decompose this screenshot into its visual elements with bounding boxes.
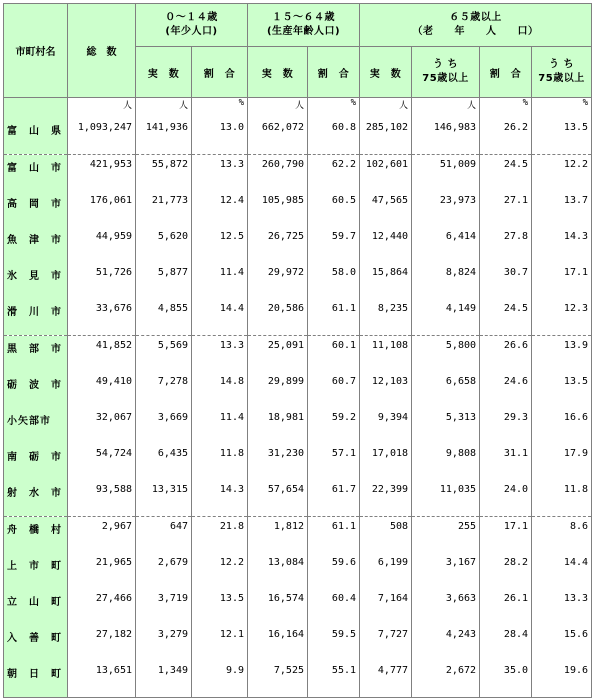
header-of-which-75-count-line1: う ち — [433, 59, 458, 70]
cell-count-0-14: 2,679 — [136, 553, 192, 589]
cell-ratio-65-plus: 26.2 — [480, 118, 532, 155]
table-row — [4, 517, 592, 554]
cell-ratio-0-14: 11.4 — [192, 263, 248, 299]
cell-ratio-75-plus: 16.6 — [532, 408, 592, 444]
cell-ratio-65-plus: 29.3 — [480, 408, 532, 444]
cell-ratio-65-plus: 24.5 — [480, 299, 532, 336]
cell-count-65-plus: 102,601 — [360, 155, 412, 192]
cell-total: 27,182 — [68, 625, 136, 661]
cell-ratio-15-64: 61.1 — [308, 299, 360, 336]
population-table — [3, 3, 592, 698]
cell-count-75-plus: 146,983 — [412, 118, 480, 155]
unit-ratio-65-plus: % — [480, 98, 532, 119]
cell-count-75-plus: 5,800 — [412, 336, 480, 373]
cell-count-0-14: 141,936 — [136, 118, 192, 155]
cell-total: 21,965 — [68, 553, 136, 589]
municipality-name: 舟 橋 村 — [4, 517, 68, 554]
unit-count-0-14: 人 — [136, 98, 192, 119]
municipality-name: 滑 川 市 — [4, 299, 68, 336]
cell-count-0-14: 5,877 — [136, 263, 192, 299]
cell-count-0-14: 1,349 — [136, 661, 192, 698]
cell-ratio-15-64: 60.4 — [308, 589, 360, 625]
cell-total: 1,093,247 — [68, 118, 136, 155]
municipality-name: 小矢部市 — [4, 408, 68, 444]
table-row — [4, 408, 592, 444]
cell-count-15-64: 26,725 — [248, 227, 308, 263]
cell-ratio-75-plus: 13.5 — [532, 118, 592, 155]
cell-ratio-0-14: 14.3 — [192, 480, 248, 517]
header-count-0-14: 実 数 — [136, 47, 192, 98]
header-of-which-75-count-line2: 75歳以上 — [422, 73, 469, 84]
cell-count-75-plus: 2,672 — [412, 661, 480, 698]
cell-count-0-14: 5,620 — [136, 227, 192, 263]
cell-ratio-0-14: 12.4 — [192, 191, 248, 227]
cell-count-65-plus: 6,199 — [360, 553, 412, 589]
table-row — [4, 227, 592, 263]
cell-count-75-plus: 5,313 — [412, 408, 480, 444]
cell-count-65-plus: 47,565 — [360, 191, 412, 227]
cell-total: 93,588 — [68, 480, 136, 517]
cell-count-15-64: 13,084 — [248, 553, 308, 589]
cell-ratio-65-plus: 24.6 — [480, 372, 532, 408]
cell-ratio-0-14: 12.5 — [192, 227, 248, 263]
municipality-name: 立 山 町 — [4, 589, 68, 625]
cell-ratio-0-14: 14.4 — [192, 299, 248, 336]
cell-total: 176,061 — [68, 191, 136, 227]
header-age-15-64-range: １５～６４歳 — [272, 12, 335, 23]
cell-count-15-64: 57,654 — [248, 480, 308, 517]
unit-ratio-15-64: % — [308, 98, 360, 119]
cell-count-65-plus: 7,164 — [360, 589, 412, 625]
cell-ratio-65-plus: 31.1 — [480, 444, 532, 480]
cell-ratio-0-14: 13.0 — [192, 118, 248, 155]
cell-count-75-plus: 8,824 — [412, 263, 480, 299]
municipality-name: 上 市 町 — [4, 553, 68, 589]
cell-total: 41,852 — [68, 336, 136, 373]
unit-count-15-64: 人 — [248, 98, 308, 119]
cell-ratio-75-plus: 11.8 — [532, 480, 592, 517]
cell-ratio-65-plus: 35.0 — [480, 661, 532, 698]
cell-count-0-14: 3,669 — [136, 408, 192, 444]
cell-ratio-15-64: 61.7 — [308, 480, 360, 517]
cell-ratio-15-64: 55.1 — [308, 661, 360, 698]
cell-ratio-65-plus: 30.7 — [480, 263, 532, 299]
cell-ratio-0-14: 12.2 — [192, 553, 248, 589]
header-age-65-plus — [360, 4, 592, 47]
municipality-name: 入 善 町 — [4, 625, 68, 661]
cell-ratio-65-plus: 27.8 — [480, 227, 532, 263]
cell-ratio-0-14: 11.8 — [192, 444, 248, 480]
unit-row — [4, 98, 592, 119]
cell-ratio-15-64: 59.6 — [308, 553, 360, 589]
header-of-which-75-ratio — [532, 47, 592, 98]
cell-total: 32,067 — [68, 408, 136, 444]
cell-ratio-75-plus: 19.6 — [532, 661, 592, 698]
cell-ratio-15-64: 61.1 — [308, 517, 360, 554]
cell-count-15-64: 29,899 — [248, 372, 308, 408]
header-total: 総 数 — [68, 4, 136, 98]
header-age-15-64 — [248, 4, 360, 47]
cell-count-15-64: 662,072 — [248, 118, 308, 155]
cell-ratio-15-64: 57.1 — [308, 444, 360, 480]
cell-count-65-plus: 17,018 — [360, 444, 412, 480]
table-row — [4, 155, 592, 192]
cell-count-65-plus: 11,108 — [360, 336, 412, 373]
cell-ratio-65-plus: 26.6 — [480, 336, 532, 373]
unit-ratio-75-plus: % — [532, 98, 592, 119]
cell-count-15-64: 31,230 — [248, 444, 308, 480]
table-row — [4, 661, 592, 698]
cell-ratio-65-plus: 24.0 — [480, 480, 532, 517]
municipality-name: 富 山 市 — [4, 155, 68, 192]
cell-total: 13,651 — [68, 661, 136, 698]
cell-total: 2,967 — [68, 517, 136, 554]
table-row — [4, 553, 592, 589]
cell-count-15-64: 25,091 — [248, 336, 308, 373]
cell-total: 51,726 — [68, 263, 136, 299]
cell-count-0-14: 55,872 — [136, 155, 192, 192]
cell-count-65-plus: 285,102 — [360, 118, 412, 155]
header-count-65-plus: 実 数 — [360, 47, 412, 98]
cell-total: 49,410 — [68, 372, 136, 408]
cell-count-65-plus: 8,235 — [360, 299, 412, 336]
cell-ratio-75-plus: 17.1 — [532, 263, 592, 299]
header-ratio-15-64: 割 合 — [308, 47, 360, 98]
header-age-15-64-label: (生産年齢人口) — [266, 26, 341, 37]
cell-ratio-15-64: 62.2 — [308, 155, 360, 192]
cell-ratio-75-plus: 13.3 — [532, 589, 592, 625]
municipality-name: 射 水 市 — [4, 480, 68, 517]
municipality-name: 南 砺 市 — [4, 444, 68, 480]
cell-count-75-plus: 4,243 — [412, 625, 480, 661]
cell-count-75-plus: 6,414 — [412, 227, 480, 263]
cell-count-0-14: 13,315 — [136, 480, 192, 517]
header-of-which-75-ratio-line1: う ち — [549, 59, 574, 70]
cell-count-15-64: 20,586 — [248, 299, 308, 336]
cell-count-75-plus: 9,808 — [412, 444, 480, 480]
table-row — [4, 480, 592, 517]
unit-ratio-0-14: % — [192, 98, 248, 119]
municipality-name: 高 岡 市 — [4, 191, 68, 227]
table-row — [4, 589, 592, 625]
cell-count-15-64: 7,525 — [248, 661, 308, 698]
cell-count-0-14: 5,569 — [136, 336, 192, 373]
cell-ratio-15-64: 60.1 — [308, 336, 360, 373]
cell-ratio-0-14: 21.8 — [192, 517, 248, 554]
cell-count-15-64: 260,790 — [248, 155, 308, 192]
population-table-container — [3, 3, 591, 698]
cell-count-15-64: 1,812 — [248, 517, 308, 554]
header-ratio-0-14: 割 合 — [192, 47, 248, 98]
cell-ratio-65-plus: 28.2 — [480, 553, 532, 589]
cell-ratio-0-14: 13.3 — [192, 155, 248, 192]
header-of-which-75-count — [412, 47, 480, 98]
cell-ratio-65-plus: 26.1 — [480, 589, 532, 625]
header-of-which-75-ratio-line2: 75歳以上 — [538, 73, 585, 84]
cell-count-75-plus: 3,167 — [412, 553, 480, 589]
cell-count-0-14: 21,773 — [136, 191, 192, 227]
cell-ratio-65-plus: 28.4 — [480, 625, 532, 661]
cell-ratio-15-64: 58.0 — [308, 263, 360, 299]
cell-ratio-0-14: 13.3 — [192, 336, 248, 373]
cell-ratio-15-64: 59.5 — [308, 625, 360, 661]
header-municipality: 市町村名 — [4, 4, 68, 98]
cell-count-15-64: 16,164 — [248, 625, 308, 661]
cell-total: 421,953 — [68, 155, 136, 192]
table-row — [4, 372, 592, 408]
cell-ratio-15-64: 59.2 — [308, 408, 360, 444]
unit-count-65-plus: 人 — [360, 98, 412, 119]
municipality-name: 魚 津 市 — [4, 227, 68, 263]
cell-count-15-64: 16,574 — [248, 589, 308, 625]
cell-ratio-75-plus: 8.6 — [532, 517, 592, 554]
cell-count-0-14: 3,279 — [136, 625, 192, 661]
cell-ratio-15-64: 60.5 — [308, 191, 360, 227]
cell-count-75-plus: 11,035 — [412, 480, 480, 517]
cell-count-0-14: 4,855 — [136, 299, 192, 336]
cell-count-65-plus: 12,440 — [360, 227, 412, 263]
cell-ratio-15-64: 60.7 — [308, 372, 360, 408]
cell-count-0-14: 6,435 — [136, 444, 192, 480]
municipality-name: 黒 部 市 — [4, 336, 68, 373]
cell-total: 33,676 — [68, 299, 136, 336]
cell-ratio-75-plus: 12.2 — [532, 155, 592, 192]
cell-ratio-75-plus: 12.3 — [532, 299, 592, 336]
municipality-name: 富 山 県 — [4, 118, 68, 155]
table-row — [4, 336, 592, 373]
header-count-15-64: 実 数 — [248, 47, 308, 98]
cell-ratio-75-plus: 13.7 — [532, 191, 592, 227]
header-ratio-65-plus: 割 合 — [480, 47, 532, 98]
header-age-0-14-range: ０～１４歳 — [165, 12, 218, 23]
cell-ratio-75-plus: 17.9 — [532, 444, 592, 480]
table-row — [4, 625, 592, 661]
header-age-0-14 — [136, 4, 248, 47]
cell-count-15-64: 18,981 — [248, 408, 308, 444]
cell-count-0-14: 647 — [136, 517, 192, 554]
cell-count-65-plus: 508 — [360, 517, 412, 554]
cell-ratio-75-plus: 15.6 — [532, 625, 592, 661]
cell-ratio-65-plus: 27.1 — [480, 191, 532, 227]
cell-total: 54,724 — [68, 444, 136, 480]
cell-count-65-plus: 12,103 — [360, 372, 412, 408]
table-row — [4, 299, 592, 336]
municipality-name: 氷 見 市 — [4, 263, 68, 299]
municipality-name: 砺 波 市 — [4, 372, 68, 408]
cell-count-65-plus: 15,864 — [360, 263, 412, 299]
cell-ratio-0-14: 13.5 — [192, 589, 248, 625]
header-age-65-plus-range: ６５歳以上 — [449, 12, 502, 23]
cell-ratio-65-plus: 24.5 — [480, 155, 532, 192]
cell-ratio-15-64: 59.7 — [308, 227, 360, 263]
cell-count-65-plus: 9,394 — [360, 408, 412, 444]
cell-count-65-plus: 7,727 — [360, 625, 412, 661]
unit-total: 人 — [68, 98, 136, 119]
cell-count-15-64: 105,985 — [248, 191, 308, 227]
cell-count-75-plus: 6,658 — [412, 372, 480, 408]
cell-count-75-plus: 255 — [412, 517, 480, 554]
municipality-name: 朝 日 町 — [4, 661, 68, 698]
cell-ratio-65-plus: 17.1 — [480, 517, 532, 554]
cell-ratio-75-plus: 13.5 — [532, 372, 592, 408]
unit-name-cell — [4, 98, 68, 119]
cell-count-65-plus: 22,399 — [360, 480, 412, 517]
cell-ratio-75-plus: 13.9 — [532, 336, 592, 373]
cell-ratio-0-14: 14.8 — [192, 372, 248, 408]
cell-count-75-plus: 23,973 — [412, 191, 480, 227]
cell-total: 44,959 — [68, 227, 136, 263]
cell-ratio-0-14: 11.4 — [192, 408, 248, 444]
cell-count-15-64: 29,972 — [248, 263, 308, 299]
cell-ratio-0-14: 12.1 — [192, 625, 248, 661]
header-age-0-14-label: (年少人口) — [165, 26, 218, 37]
header-age-65-plus-label: （老 年 人 口） — [412, 26, 539, 37]
cell-count-75-plus: 4,149 — [412, 299, 480, 336]
cell-count-0-14: 7,278 — [136, 372, 192, 408]
population-table-body — [4, 98, 592, 698]
table-row — [4, 444, 592, 480]
table-row — [4, 118, 592, 155]
cell-ratio-0-14: 9.9 — [192, 661, 248, 698]
unit-count-75-plus: 人 — [412, 98, 480, 119]
cell-ratio-75-plus: 14.4 — [532, 553, 592, 589]
table-row — [4, 191, 592, 227]
cell-ratio-15-64: 60.8 — [308, 118, 360, 155]
cell-count-65-plus: 4,777 — [360, 661, 412, 698]
cell-count-75-plus: 3,663 — [412, 589, 480, 625]
cell-count-0-14: 3,719 — [136, 589, 192, 625]
cell-ratio-75-plus: 14.3 — [532, 227, 592, 263]
table-row — [4, 263, 592, 299]
cell-count-75-plus: 51,009 — [412, 155, 480, 192]
cell-total: 27,466 — [68, 589, 136, 625]
